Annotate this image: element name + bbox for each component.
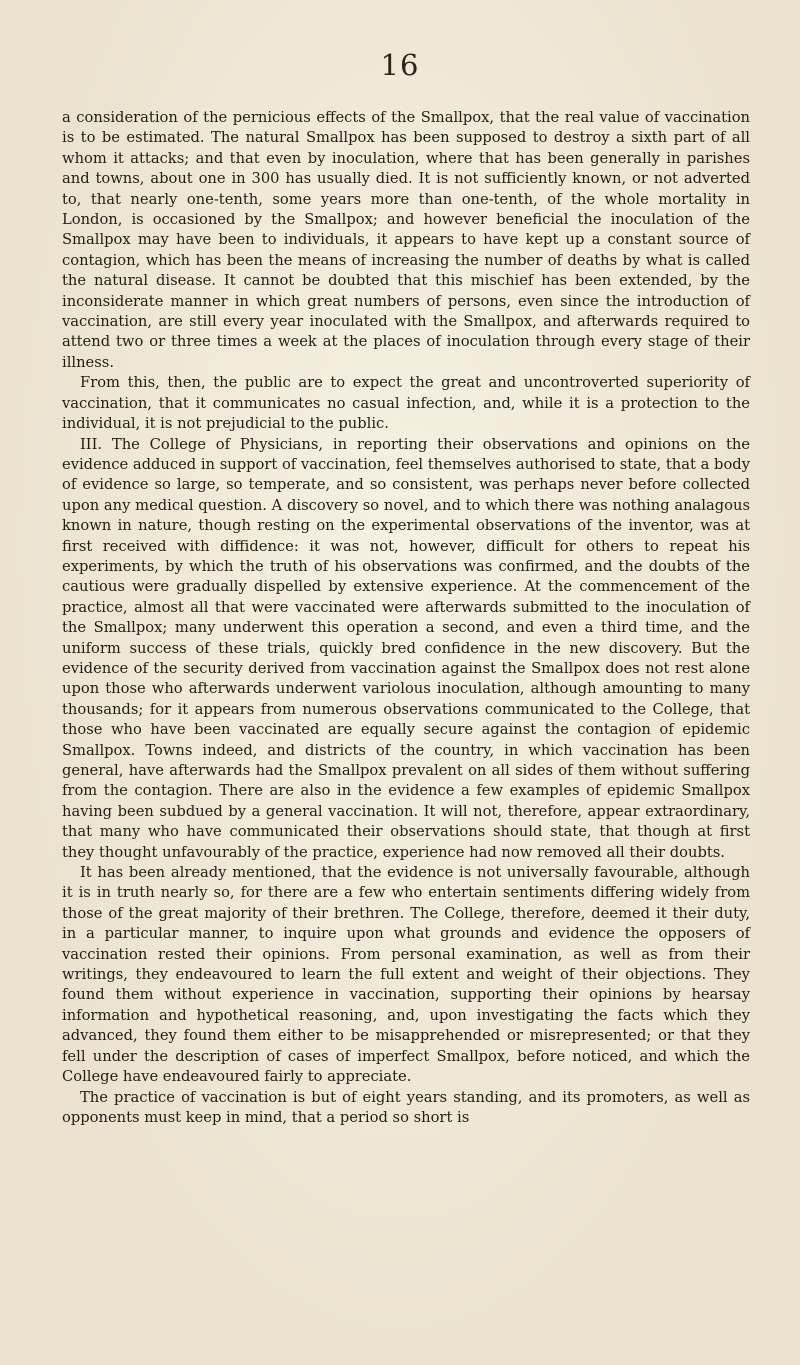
page-number: 16 [380,48,420,82]
paragraph-3: III. The College of Physicians, in reporting their observations and opinions on the evidence adduced in support of vaccination, feel themselves authorised to state, that a body of evidence so large, so temperate, and so consistent, was perhaps never before collected upon any medical question. A discovery so novel, and to which there was nothing analagous known in nature, though resting on the experimental observations of the inventor, was at first received with diffidence: it was not, however, difficult for others to repeat his experiments, by which the truth of his observations was confirmed, and the doubts of the cautious were gradually dispelled by extensive experience. At the commencement of the practice, almost all that were vaccinated were afterwards submitted to the inoculation of the Smallpox; many underwent this operation a second, and even a third time, and the uniform success of these trials, quickly bred confidence in the new discovery. But the evidence of the security derived from vaccination against the Smallpox does not rest alone upon those who afterwards underwent variolous inoculation, although amounting to many thousands; for it appears from numerous observations communicated to the College, that those who have been vaccinated are equally secure against the contagion of epidemic Smallpox. Towns indeed, and districts of the country, in which vaccination has been general, have afterwards had the Smallpox prevalent on all sides of them without suffering from the contagion. There are also in the evidence a few examples of epidemic Smallpox having been subdued by a general vaccination. It will not, therefore, appear extraordinary, that many who have communicated their observations should state, that though at first they thought unfavourably of the practice, experience had now removed all their doubts. [62,435,750,861]
body-text [62,108,750,1128]
paragraph-5: The practice of vaccination is but of eight years standing, and its promoters, as well as opponents must keep in mind, that a period so short is [62,1088,750,1126]
paragraph-2: From this, then, the public are to expect the great and uncontroverted superiority of vaccination, that it communicates no casual infection, and, while it is a protection to the individual, it is not prejudicial to the public. [62,374,750,433]
paragraph-1: a consideration of the pernicious effects of the Smallpox, that the real value of vaccination is to be estimated. The natural Smallpox has been supposed to destroy a sixth part of all whom it attacks; and that even by inoculation, where that has been generally in parishes and towns, about one in 300 has usually died. It is not sufficiently known, or not adverted to, that nearly one-tenth, some years more than one-tenth, of the whole mortality in London, is occasioned by the Smallpox; and however beneficial the inoculation of the Smallpox may have been to individuals, it appears to have kept up a constant source of contagion, which has been the means of increasing the number of deaths by what is called the natural disease. It cannot be doubted that this mischief has been extended, by the inconsiderate manner in which great numbers of persons, even since the introduction of vaccination, are still every year inoculated with the Smallpox, and afterwards required to attend two or three times a week at the places of inoculation through every stage of their illness. [62,109,750,371]
paragraph-4: It has been already mentioned, that the evidence is not universally favourable, although it is in truth nearly so, for there are a few who entertain sentiments differing widely from those of the great majority of their brethren. The College, therefore, deemed it their duty, in a particular manner, to inquire upon what grounds and evidence the opposers of vaccination rested their opinions. From personal examination, as well as from their writings, they endeavoured to learn the full extent and weight of their objections. They found them without experience in vaccination, supporting their opinions by hearsay information and hypothetical reasoning, and, upon investigating the facts which they advanced, they found them either to be misapprehended or misrepresented; or that they fell under the description of cases of imperfect Smallpox, before noticed, and which the College have endeavoured fairly to appreciate. [62,864,750,1086]
